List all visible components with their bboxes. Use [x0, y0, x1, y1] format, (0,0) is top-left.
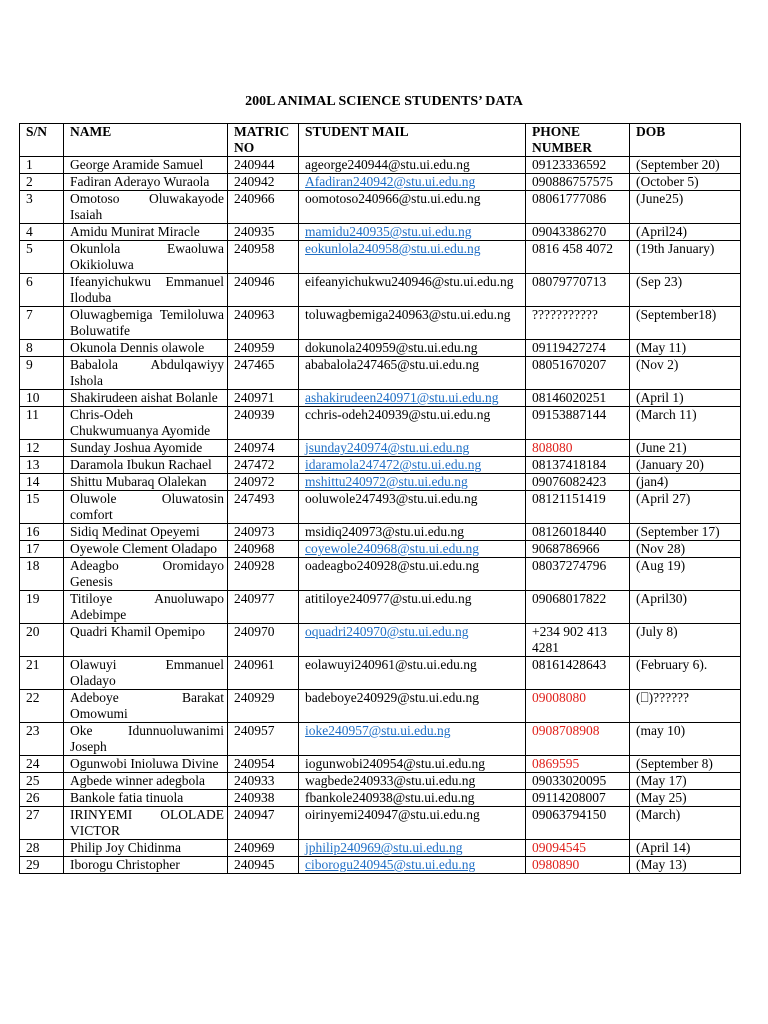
cell-dob: (19th January)	[630, 241, 741, 274]
cell-dob: (April 27)	[630, 491, 741, 524]
table-row	[20, 840, 741, 857]
cell-mail: cchris-odeh240939@stu.ui.edu.ng	[299, 407, 526, 440]
cell-mail	[299, 541, 526, 558]
cell-dob: (Sep 23)	[630, 274, 741, 307]
cell-matric: 240968	[228, 541, 299, 558]
cell-dob: (April24)	[630, 224, 741, 241]
cell-sn: 9	[20, 357, 64, 390]
cell-matric: 240972	[228, 474, 299, 491]
cell-name: Oke Idunnuoluwanimi Joseph	[64, 723, 228, 756]
cell-mail: msidiq240973@stu.ui.edu.ng	[299, 524, 526, 541]
cell-phone: 08146020251	[526, 390, 630, 407]
cell-sn: 22	[20, 690, 64, 723]
table-row	[20, 723, 741, 756]
cell-mail: eifeanyichukwu240946@stu.ui.edu.ng	[299, 274, 526, 307]
cell-phone	[526, 857, 630, 874]
cell-mail: oadeagbo240928@stu.ui.edu.ng	[299, 558, 526, 591]
cell-name: Amidu Munirat Miracle	[64, 224, 228, 241]
cell-dob: (April 14)	[630, 840, 741, 857]
cell-sn: 13	[20, 457, 64, 474]
cell-dob: (may 10)	[630, 723, 741, 756]
column-header-mail: STUDENT MAIL	[299, 124, 526, 157]
cell-dob: (September 8)	[630, 756, 741, 773]
cell-name: Iborogu Christopher	[64, 857, 228, 874]
cell-mail	[299, 174, 526, 191]
cell-phone: 09076082423	[526, 474, 630, 491]
document-title: 200L ANIMAL SCIENCE STUDENTS’ DATA	[245, 94, 523, 109]
cell-sn: 12	[20, 440, 64, 457]
cell-matric: 240944	[228, 157, 299, 174]
table-header-row	[20, 124, 741, 157]
phone-value-flagged: 09094545	[532, 840, 586, 855]
mail-link[interactable]: ciborogu240945@stu.ui.edu.ng	[305, 857, 476, 872]
table-row	[20, 457, 741, 474]
table-row	[20, 624, 741, 657]
cell-name: Olawuyi Emmanuel Oladayo	[64, 657, 228, 690]
cell-mail: ababalola247465@stu.ui.edu.ng	[299, 357, 526, 390]
cell-matric: 240933	[228, 773, 299, 790]
cell-mail: ooluwole247493@stu.ui.edu.ng	[299, 491, 526, 524]
cell-phone: +234 902 413 4281	[526, 624, 630, 657]
mail-link[interactable]: ashakirudeen240971@stu.ui.edu.ng	[305, 390, 499, 405]
cell-sn: 4	[20, 224, 64, 241]
mail-link[interactable]: idaramola247472@stu.ui.edu.ng	[305, 457, 482, 472]
cell-sn: 2	[20, 174, 64, 191]
mail-link[interactable]: jsunday240974@stu.ui.edu.ng	[305, 440, 470, 455]
cell-phone	[526, 690, 630, 723]
cell-matric: 240929	[228, 690, 299, 723]
table-row	[20, 440, 741, 457]
cell-phone: 08126018440	[526, 524, 630, 541]
phone-value-flagged: 09008080	[532, 690, 586, 705]
cell-mail: ageorge240944@stu.ui.edu.ng	[299, 157, 526, 174]
cell-phone	[526, 723, 630, 756]
cell-matric: 240945	[228, 857, 299, 874]
cell-name: Chris-Odeh Chukwumuanya Ayomide	[64, 407, 228, 440]
cell-phone: 08051670207	[526, 357, 630, 390]
cell-matric: 247472	[228, 457, 299, 474]
table-row	[20, 407, 741, 440]
cell-matric: 240959	[228, 340, 299, 357]
cell-dob: (jan4)	[630, 474, 741, 491]
cell-name: George Aramide Samuel	[64, 157, 228, 174]
cell-name: Okunlola Ewaoluwa Okikioluwa	[64, 241, 228, 274]
table-row	[20, 390, 741, 407]
cell-dob: (May 11)	[630, 340, 741, 357]
cell-name: Oluwole Oluwatosin comfort	[64, 491, 228, 524]
cell-mail	[299, 224, 526, 241]
cell-dob: (September18)	[630, 307, 741, 340]
table-row	[20, 591, 741, 624]
cell-dob: (Nov 28)	[630, 541, 741, 558]
cell-phone: 090886757575	[526, 174, 630, 191]
cell-name: Sidiq Medinat Opeyemi	[64, 524, 228, 541]
cell-phone: 08037274796	[526, 558, 630, 591]
table-row	[20, 307, 741, 340]
cell-name: Agbede winner adegbola	[64, 773, 228, 790]
cell-sn: 23	[20, 723, 64, 756]
cell-name: Okunola Dennis olawole	[64, 340, 228, 357]
cell-matric: 240961	[228, 657, 299, 690]
cell-sn: 17	[20, 541, 64, 558]
table-row	[20, 491, 741, 524]
mail-link[interactable]: Afadiran240942@stu.ui.edu.ng	[305, 174, 476, 189]
cell-phone	[526, 840, 630, 857]
column-header-name: NAME	[64, 124, 228, 157]
cell-phone: 09123336592	[526, 157, 630, 174]
column-header-sn: S/N	[20, 124, 64, 157]
cell-sn: 18	[20, 558, 64, 591]
cell-name: Shittu Mubaraq Olalekan	[64, 474, 228, 491]
cell-mail: toluwagbemiga240963@stu.ui.edu.ng	[299, 307, 526, 340]
cell-sn: 16	[20, 524, 64, 541]
cell-sn: 29	[20, 857, 64, 874]
cell-matric: 240954	[228, 756, 299, 773]
cell-mail	[299, 457, 526, 474]
cell-mail	[299, 440, 526, 457]
cell-name: Omotoso Oluwakayode Isaiah	[64, 191, 228, 224]
cell-dob: (Aug 19)	[630, 558, 741, 591]
cell-name: Bankole fatia tinuola	[64, 790, 228, 807]
cell-mail	[299, 857, 526, 874]
cell-mail	[299, 723, 526, 756]
mail-link[interactable]: coyewole240968@stu.ui.edu.ng	[305, 541, 480, 556]
cell-matric: 240971	[228, 390, 299, 407]
cell-phone: 08161428643	[526, 657, 630, 690]
table-row	[20, 524, 741, 541]
cell-phone: ???????????	[526, 307, 630, 340]
cell-dob: (April 1)	[630, 390, 741, 407]
cell-name: Philip Joy Chidinma	[64, 840, 228, 857]
table-row	[20, 790, 741, 807]
cell-name: Oyewole Clement Oladapo	[64, 541, 228, 558]
table-row	[20, 657, 741, 690]
cell-matric: 240963	[228, 307, 299, 340]
cell-phone: 09063794150	[526, 807, 630, 840]
table-body	[20, 157, 741, 874]
cell-mail: atitiloye240977@stu.ui.edu.ng	[299, 591, 526, 624]
cell-dob: (September 20)	[630, 157, 741, 174]
cell-mail	[299, 624, 526, 657]
cell-mail: oirinyemi240947@stu.ui.edu.ng	[299, 807, 526, 840]
table-row	[20, 357, 741, 390]
cell-matric: 240928	[228, 558, 299, 591]
cell-phone: 09119427274	[526, 340, 630, 357]
mail-link[interactable]: eokunlola240958@stu.ui.edu.ng	[305, 241, 481, 256]
cell-matric: 240938	[228, 790, 299, 807]
cell-phone: 09153887144	[526, 407, 630, 440]
table-row	[20, 690, 741, 723]
cell-dob: (June 21)	[630, 440, 741, 457]
table-row	[20, 474, 741, 491]
cell-mail: badeboye240929@stu.ui.edu.ng	[299, 690, 526, 723]
cell-dob: (February 6).	[630, 657, 741, 690]
table-row	[20, 224, 741, 241]
cell-matric: 240969	[228, 840, 299, 857]
cell-matric: 240974	[228, 440, 299, 457]
table-row	[20, 174, 741, 191]
cell-matric: 240946	[228, 274, 299, 307]
mail-link[interactable]: ioke240957@stu.ui.edu.ng	[305, 723, 451, 738]
cell-phone: 09114208007	[526, 790, 630, 807]
cell-phone: 9068786966	[526, 541, 630, 558]
phone-value-flagged: 0908708908	[532, 723, 600, 738]
cell-phone: 08079770713	[526, 274, 630, 307]
cell-dob: (October 5)	[630, 174, 741, 191]
cell-mail: dokunola240959@stu.ui.edu.ng	[299, 340, 526, 357]
table-row	[20, 340, 741, 357]
cell-mail: oomotoso240966@stu.ui.edu.ng	[299, 191, 526, 224]
cell-dob: (⎕)??????	[630, 690, 741, 723]
table-row	[20, 558, 741, 591]
cell-phone	[526, 440, 630, 457]
cell-sn: 11	[20, 407, 64, 440]
cell-matric: 240977	[228, 591, 299, 624]
cell-dob: (May 13)	[630, 857, 741, 874]
cell-dob: (March)	[630, 807, 741, 840]
cell-sn: 20	[20, 624, 64, 657]
cell-name: Fadiran Aderayo Wuraola	[64, 174, 228, 191]
cell-name: Daramola Ibukun Rachael	[64, 457, 228, 474]
cell-phone: 08121151419	[526, 491, 630, 524]
cell-sn: 21	[20, 657, 64, 690]
cell-phone: 09068017822	[526, 591, 630, 624]
cell-name: Shakirudeen aishat Bolanle	[64, 390, 228, 407]
cell-sn: 19	[20, 591, 64, 624]
cell-name: IRINYEMI OLOLADE VICTOR	[64, 807, 228, 840]
cell-sn: 8	[20, 340, 64, 357]
table-row	[20, 807, 741, 840]
cell-mail	[299, 390, 526, 407]
mail-link[interactable]: mamidu240935@stu.ui.edu.ng	[305, 224, 472, 239]
cell-mail: eolawuyi240961@stu.ui.edu.ng	[299, 657, 526, 690]
cell-phone: 08137418184	[526, 457, 630, 474]
cell-name: Oluwagbemiga Temiloluwa Boluwatife	[64, 307, 228, 340]
cell-matric: 240970	[228, 624, 299, 657]
cell-name: Titiloye Anuoluwapo Adebimpe	[64, 591, 228, 624]
mail-link[interactable]: oquadri240970@stu.ui.edu.ng	[305, 624, 469, 639]
cell-dob: (Nov 2)	[630, 357, 741, 390]
cell-matric: 240942	[228, 174, 299, 191]
cell-matric: 240958	[228, 241, 299, 274]
cell-phone: 0816 458 4072	[526, 241, 630, 274]
cell-matric: 247493	[228, 491, 299, 524]
cell-sn: 15	[20, 491, 64, 524]
cell-sn: 3	[20, 191, 64, 224]
cell-name: Ogunwobi Inioluwa Divine	[64, 756, 228, 773]
column-header-phone: PHONE NUMBER	[526, 124, 630, 157]
cell-mail	[299, 840, 526, 857]
cell-sn: 1	[20, 157, 64, 174]
cell-matric: 240966	[228, 191, 299, 224]
phone-value-flagged: 0980890	[532, 857, 580, 872]
cell-phone: 09043386270	[526, 224, 630, 241]
cell-dob: (September 17)	[630, 524, 741, 541]
cell-name: Adeagbo Oromidayo Genesis	[64, 558, 228, 591]
cell-name: Quadri Khamil Opemipo	[64, 624, 228, 657]
cell-mail	[299, 474, 526, 491]
cell-dob: (March 11)	[630, 407, 741, 440]
cell-name: Babalola Abdulqawiyy Ishola	[64, 357, 228, 390]
cell-name: Adeboye Barakat Omowumi	[64, 690, 228, 723]
cell-dob: (January 20)	[630, 457, 741, 474]
cell-mail: wagbede240933@stu.ui.edu.ng	[299, 773, 526, 790]
cell-phone: 08061777086	[526, 191, 630, 224]
table-row	[20, 157, 741, 174]
mail-link[interactable]: mshittu240972@stu.ui.edu.ng	[305, 474, 468, 489]
column-header-matric: MATRIC NO	[228, 124, 299, 157]
table-row	[20, 773, 741, 790]
cell-phone	[526, 756, 630, 773]
cell-sn: 25	[20, 773, 64, 790]
cell-mail: iogunwobi240954@stu.ui.edu.ng	[299, 756, 526, 773]
cell-dob: (June25)	[630, 191, 741, 224]
table-row	[20, 191, 741, 224]
cell-matric: 240939	[228, 407, 299, 440]
cell-matric: 240947	[228, 807, 299, 840]
cell-sn: 5	[20, 241, 64, 274]
table-row	[20, 274, 741, 307]
cell-phone: 09033020095	[526, 773, 630, 790]
cell-sn: 24	[20, 756, 64, 773]
cell-dob: (July 8)	[630, 624, 741, 657]
cell-sn: 6	[20, 274, 64, 307]
column-header-dob: DOB	[630, 124, 741, 157]
cell-dob: (May 25)	[630, 790, 741, 807]
table-row	[20, 756, 741, 773]
cell-name: Sunday Joshua Ayomide	[64, 440, 228, 457]
cell-sn: 14	[20, 474, 64, 491]
table-row	[20, 541, 741, 558]
cell-name: Ifeanyichukwu Emmanuel Iloduba	[64, 274, 228, 307]
cell-sn: 26	[20, 790, 64, 807]
cell-dob: (May 17)	[630, 773, 741, 790]
cell-matric: 240957	[228, 723, 299, 756]
cell-matric: 240973	[228, 524, 299, 541]
cell-sn: 28	[20, 840, 64, 857]
cell-mail: fbankole240938@stu.ui.edu.ng	[299, 790, 526, 807]
table-row	[20, 857, 741, 874]
cell-matric: 247465	[228, 357, 299, 390]
cell-matric: 240935	[228, 224, 299, 241]
cell-sn: 7	[20, 307, 64, 340]
mail-link[interactable]: jphilip240969@stu.ui.edu.ng	[305, 840, 463, 855]
cell-mail	[299, 241, 526, 274]
cell-dob: (April30)	[630, 591, 741, 624]
table-row	[20, 241, 741, 274]
phone-value-flagged: 808080	[532, 440, 573, 455]
students-table	[19, 123, 741, 874]
phone-value-flagged: 0869595	[532, 756, 580, 771]
cell-sn: 10	[20, 390, 64, 407]
cell-sn: 27	[20, 807, 64, 840]
